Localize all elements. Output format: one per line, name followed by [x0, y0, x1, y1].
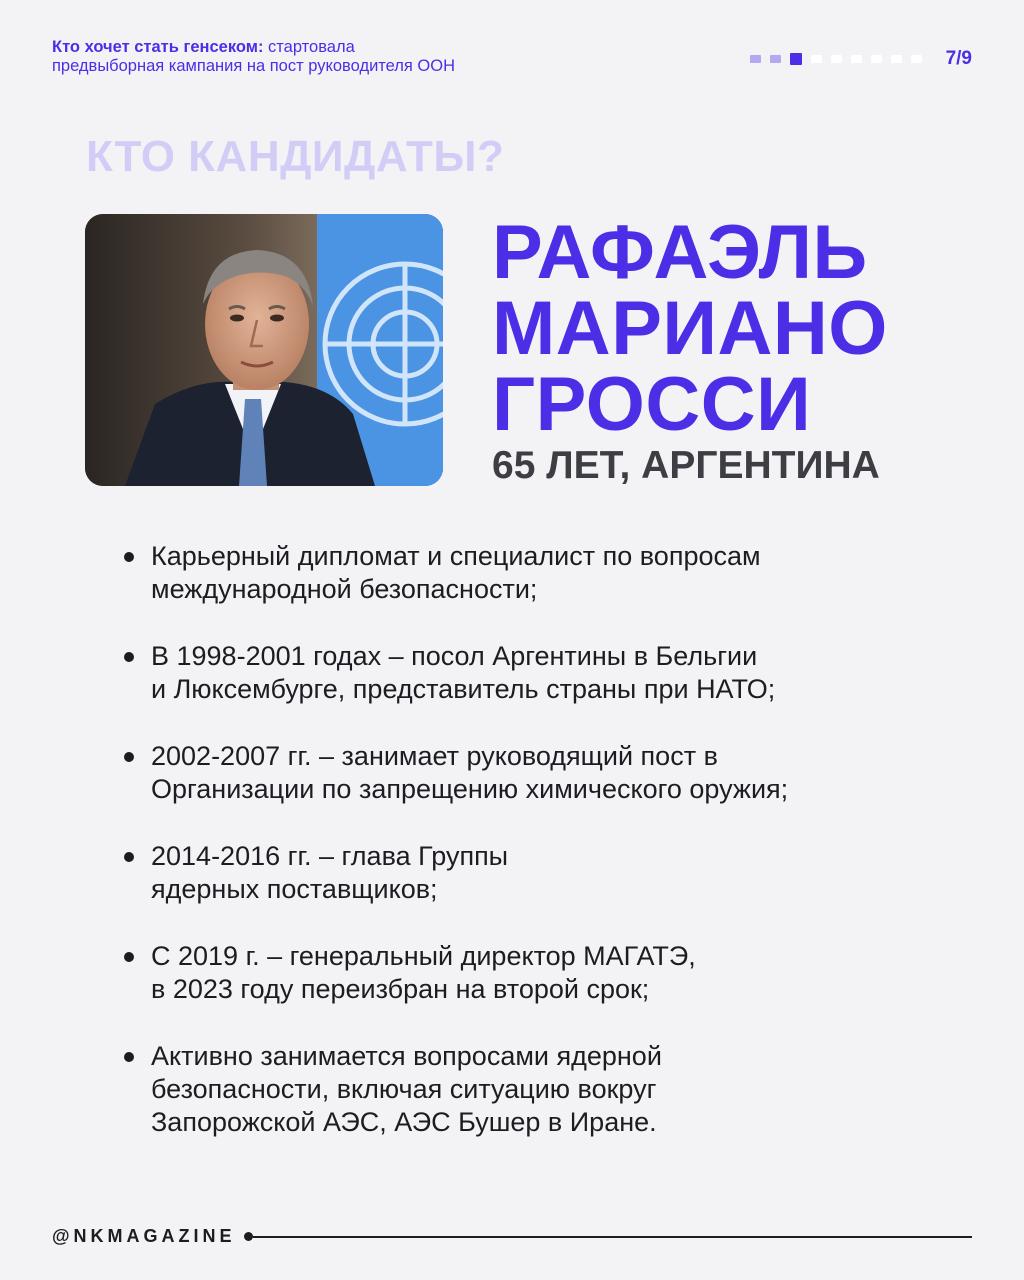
fact-line: 2002-2007 гг. – занимает руководящий пост в [151, 741, 718, 771]
fact-line: безопасности, включая ситуацию вокруг [151, 1074, 657, 1104]
fact-item [120, 1040, 880, 1139]
pager-dot [790, 53, 802, 65]
fact-line: 2014-2016 гг. – глава Группы [151, 841, 509, 871]
fact-item [120, 640, 880, 706]
footer-handle: @NKMAGAZINE [52, 1226, 236, 1246]
section-title: КТО КАНДИДАТЫ? [86, 132, 505, 181]
bullet-icon [124, 1052, 134, 1062]
bullet-icon [124, 652, 134, 662]
header-title-rest: стартовала [263, 38, 355, 56]
fact-line: С 2019 г. – генеральный директор МАГАТЭ, [151, 941, 696, 971]
fact-line: и Люксембурге, представитель страны при НАТО; [151, 674, 776, 704]
page-number: 7/9 [945, 48, 972, 69]
pager-dot [851, 55, 862, 63]
pager-dots [750, 53, 922, 65]
pager-dot [891, 55, 902, 63]
pager-dot [811, 55, 822, 63]
bullet-icon [124, 952, 134, 962]
header-title [52, 38, 672, 76]
fact-line: Карьерный дипломат и специалист по вопросам [151, 541, 761, 571]
pager-dot [770, 55, 781, 63]
footer-divider [253, 1236, 972, 1238]
candidate-photo [85, 214, 443, 486]
header-title-line2: предвыборная кампания на пост руководителя ООН [52, 57, 456, 75]
fact-item [120, 940, 880, 1006]
bullet-icon [124, 852, 134, 862]
fact-item [120, 540, 880, 606]
fact-line: в 2023 году переизбран на второй срок; [151, 974, 650, 1004]
bullet-icon [124, 752, 134, 762]
header-title-bold: Кто хочет стать генсеком: [52, 38, 264, 56]
fact-line: Запорожской АЭС, АЭС Бушер в Иране. [151, 1107, 657, 1137]
candidate-name-line-2: МАРИАНО [492, 286, 888, 371]
footer [52, 1226, 972, 1247]
facts-list [120, 540, 880, 1173]
fact-line: международной безопасности; [151, 574, 538, 604]
fact-line: В 1998-2001 годах – посол Аргентины в Бельгии [151, 641, 758, 671]
fact-item [120, 840, 880, 906]
pager-dot [750, 55, 761, 63]
candidate-name [492, 210, 888, 447]
fact-line: ядерных поставщиков; [151, 874, 438, 904]
bullet-icon [124, 552, 134, 562]
fact-item [120, 740, 880, 806]
pager-dot [831, 55, 842, 63]
candidate-name-line-3: ГРОССИ [492, 362, 812, 447]
fact-line: Активно занимается вопросами ядерной [151, 1041, 662, 1071]
slide-pager [750, 48, 972, 70]
candidate-name-line-1: РАФАЭЛЬ [492, 210, 868, 295]
pager-dot [911, 55, 922, 63]
footer-dot [244, 1232, 253, 1241]
candidate-age-country: 65 ЛЕТ, АРГЕНТИНА [492, 444, 880, 487]
pager-dot [871, 55, 882, 63]
fact-line: Организации по запрещению химического оружия; [151, 774, 789, 804]
